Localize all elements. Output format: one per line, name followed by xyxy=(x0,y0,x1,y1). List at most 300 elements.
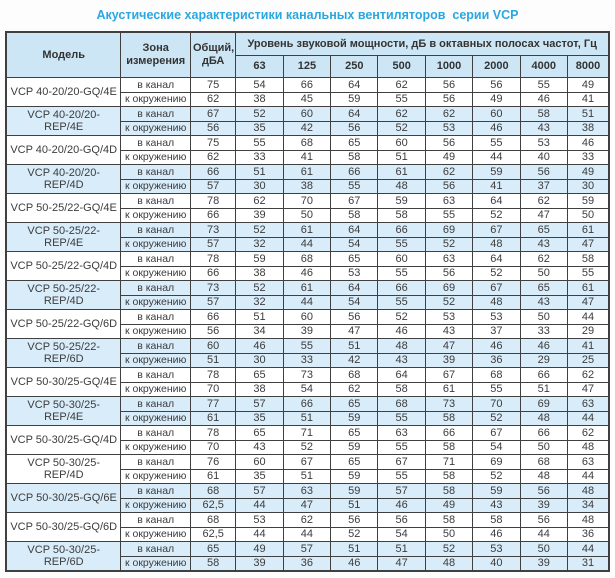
value-cell-4000hz: 50 xyxy=(520,310,567,325)
table-row-duct xyxy=(6,484,609,499)
value-cell-1000hz: 39 xyxy=(425,353,472,368)
value-cell-1000hz: 56 xyxy=(425,78,472,93)
value-cell-500hz: 63 xyxy=(378,426,425,441)
model-cell: VCP 40-20/20-REP/4D xyxy=(6,165,121,194)
value-cell-1000hz: 56 xyxy=(425,266,472,281)
value-cell-125hz: 62 xyxy=(283,513,330,528)
total-dba-cell: 62 xyxy=(190,150,235,165)
value-cell-4000hz: 56 xyxy=(520,484,567,499)
value-cell-2000hz: 46 xyxy=(473,121,520,136)
value-cell-2000hz: 40 xyxy=(473,556,520,571)
zone-cell: в канал xyxy=(121,165,191,180)
value-cell-8000hz: 41 xyxy=(567,339,609,354)
column-header-model: Модель xyxy=(6,32,121,78)
total-dba-cell: 73 xyxy=(190,281,235,296)
column-header-total-dba: Общий, дБА xyxy=(190,32,235,78)
value-cell-250hz: 64 xyxy=(331,281,378,296)
value-cell-4000hz: 29 xyxy=(520,353,567,368)
table-header xyxy=(6,32,609,78)
zone-cell: к окружению xyxy=(121,150,191,165)
model-cell: VCP 50-25/22-REP/6D xyxy=(6,339,121,368)
model-cell: VCP 50-25/22-REP/4E xyxy=(6,223,121,252)
value-cell-250hz: 58 xyxy=(331,208,378,223)
value-cell-4000hz: 43 xyxy=(520,295,567,310)
value-cell-2000hz: 55 xyxy=(473,136,520,151)
value-cell-500hz: 55 xyxy=(378,266,425,281)
total-dba-cell: 78 xyxy=(190,368,235,383)
value-cell-4000hz: 68 xyxy=(520,455,567,470)
zone-cell: в канал xyxy=(121,339,191,354)
total-dba-cell: 66 xyxy=(190,165,235,180)
value-cell-2000hz: 53 xyxy=(473,542,520,557)
value-cell-125hz: 70 xyxy=(283,194,330,209)
value-cell-1000hz: 55 xyxy=(425,208,472,223)
zone-cell: к окружению xyxy=(121,295,191,310)
total-dba-cell: 62 xyxy=(190,92,235,107)
value-cell-8000hz: 48 xyxy=(567,513,609,528)
page-title: Акустические характеристики канальных вентиляторов серии VCP xyxy=(96,8,519,22)
value-cell-2000hz: 60 xyxy=(473,107,520,122)
total-dba-cell: 57 xyxy=(190,237,235,252)
value-cell-4000hz: 56 xyxy=(520,165,567,180)
zone-cell: к окружению xyxy=(121,92,191,107)
value-cell-125hz: 68 xyxy=(283,252,330,267)
value-cell-2000hz: 43 xyxy=(473,498,520,513)
value-cell-2000hz: 44 xyxy=(473,150,520,165)
value-cell-2000hz: 49 xyxy=(473,92,520,107)
value-cell-125hz: 68 xyxy=(283,136,330,151)
value-cell-8000hz: 59 xyxy=(567,194,609,209)
value-cell-1000hz: 69 xyxy=(425,281,472,296)
model-cell: VCP 40-20/20-REP/4E xyxy=(6,107,121,136)
total-dba-cell: 66 xyxy=(190,310,235,325)
value-cell-63hz: 65 xyxy=(236,368,283,383)
total-dba-cell: 56 xyxy=(190,324,235,339)
table-row-duct xyxy=(6,165,609,180)
total-dba-cell: 75 xyxy=(190,136,235,151)
table-row-duct xyxy=(6,252,609,267)
model-cell: VCP 40-20/20-GQ/4E xyxy=(6,78,121,107)
value-cell-250hz: 65 xyxy=(331,136,378,151)
total-dba-cell: 58 xyxy=(190,556,235,571)
value-cell-8000hz: 30 xyxy=(567,179,609,194)
total-dba-cell: 60 xyxy=(190,339,235,354)
value-cell-2000hz: 64 xyxy=(473,252,520,267)
value-cell-1000hz: 61 xyxy=(425,382,472,397)
value-cell-2000hz: 59 xyxy=(473,165,520,180)
value-cell-250hz: 56 xyxy=(331,513,378,528)
value-cell-8000hz: 29 xyxy=(567,324,609,339)
value-cell-500hz: 47 xyxy=(378,556,425,571)
value-cell-500hz: 52 xyxy=(378,310,425,325)
value-cell-4000hz: 33 xyxy=(520,324,567,339)
zone-cell: к окружению xyxy=(121,556,191,571)
value-cell-1000hz: 62 xyxy=(425,107,472,122)
zone-cell: к окружению xyxy=(121,498,191,513)
value-cell-250hz: 64 xyxy=(331,107,378,122)
value-cell-2000hz: 48 xyxy=(473,237,520,252)
value-cell-125hz: 41 xyxy=(283,150,330,165)
value-cell-125hz: 42 xyxy=(283,121,330,136)
value-cell-2000hz: 46 xyxy=(473,527,520,542)
value-cell-125hz: 33 xyxy=(283,353,330,368)
table-body xyxy=(6,78,609,572)
total-dba-cell: 78 xyxy=(190,194,235,209)
value-cell-125hz: 61 xyxy=(283,281,330,296)
column-header-freq-8000: 8000 xyxy=(567,56,609,78)
value-cell-8000hz: 47 xyxy=(567,237,609,252)
value-cell-500hz: 64 xyxy=(378,368,425,383)
zone-cell: в канал xyxy=(121,542,191,557)
column-header-zone: Зона измерения xyxy=(121,32,191,78)
value-cell-8000hz: 61 xyxy=(567,281,609,296)
value-cell-4000hz: 62 xyxy=(520,194,567,209)
value-cell-4000hz: 46 xyxy=(520,92,567,107)
value-cell-125hz: 50 xyxy=(283,208,330,223)
value-cell-63hz: 44 xyxy=(236,498,283,513)
value-cell-2000hz: 52 xyxy=(473,411,520,426)
value-cell-8000hz: 25 xyxy=(567,353,609,368)
model-cell: VCP 50-25/22-GQ/6D xyxy=(6,310,121,339)
value-cell-4000hz: 66 xyxy=(520,368,567,383)
table-row-duct xyxy=(6,426,609,441)
value-cell-2000hz: 67 xyxy=(473,426,520,441)
value-cell-4000hz: 56 xyxy=(520,513,567,528)
value-cell-500hz: 55 xyxy=(378,440,425,455)
value-cell-1000hz: 58 xyxy=(425,440,472,455)
value-cell-1000hz: 43 xyxy=(425,324,472,339)
value-cell-4000hz: 40 xyxy=(520,150,567,165)
value-cell-250hz: 66 xyxy=(331,165,378,180)
value-cell-125hz: 71 xyxy=(283,426,330,441)
value-cell-8000hz: 50 xyxy=(567,208,609,223)
value-cell-1000hz: 53 xyxy=(425,310,472,325)
value-cell-8000hz: 62 xyxy=(567,368,609,383)
value-cell-125hz: 66 xyxy=(283,78,330,93)
value-cell-63hz: 65 xyxy=(236,426,283,441)
value-cell-8000hz: 46 xyxy=(567,136,609,151)
value-cell-2000hz: 52 xyxy=(473,266,520,281)
value-cell-63hz: 34 xyxy=(236,324,283,339)
value-cell-500hz: 51 xyxy=(378,150,425,165)
value-cell-250hz: 55 xyxy=(331,179,378,194)
total-dba-cell: 62,5 xyxy=(190,498,235,513)
value-cell-500hz: 52 xyxy=(378,121,425,136)
total-dba-cell: 57 xyxy=(190,179,235,194)
value-cell-2000hz: 70 xyxy=(473,397,520,412)
value-cell-4000hz: 46 xyxy=(520,339,567,354)
value-cell-250hz: 52 xyxy=(331,527,378,542)
value-cell-8000hz: 44 xyxy=(567,469,609,484)
zone-cell: к окружению xyxy=(121,121,191,136)
total-dba-cell: 61 xyxy=(190,469,235,484)
value-cell-250hz: 58 xyxy=(331,150,378,165)
value-cell-1000hz: 47 xyxy=(425,339,472,354)
value-cell-500hz: 66 xyxy=(378,281,425,296)
value-cell-1000hz: 62 xyxy=(425,165,472,180)
value-cell-4000hz: 39 xyxy=(520,556,567,571)
value-cell-63hz: 30 xyxy=(236,179,283,194)
value-cell-250hz: 47 xyxy=(331,324,378,339)
zone-cell: в канал xyxy=(121,455,191,470)
value-cell-4000hz: 39 xyxy=(520,498,567,513)
value-cell-63hz: 38 xyxy=(236,92,283,107)
total-dba-cell: 77 xyxy=(190,397,235,412)
total-dba-cell: 51 xyxy=(190,353,235,368)
value-cell-63hz: 60 xyxy=(236,455,283,470)
value-cell-63hz: 35 xyxy=(236,411,283,426)
total-dba-cell: 70 xyxy=(190,440,235,455)
value-cell-125hz: 66 xyxy=(283,397,330,412)
value-cell-125hz: 57 xyxy=(283,542,330,557)
value-cell-8000hz: 33 xyxy=(567,150,609,165)
value-cell-8000hz: 48 xyxy=(567,440,609,455)
column-header-freq-2000: 2000 xyxy=(473,56,520,78)
value-cell-2000hz: 68 xyxy=(473,368,520,383)
value-cell-125hz: 44 xyxy=(283,527,330,542)
value-cell-500hz: 61 xyxy=(378,165,425,180)
column-header-freq-125: 125 xyxy=(283,56,330,78)
value-cell-500hz: 55 xyxy=(378,92,425,107)
value-cell-2000hz: 36 xyxy=(473,353,520,368)
value-cell-500hz: 62 xyxy=(378,107,425,122)
value-cell-4000hz: 55 xyxy=(520,78,567,93)
value-cell-125hz: 36 xyxy=(283,556,330,571)
value-cell-4000hz: 51 xyxy=(520,382,567,397)
model-cell: VCP 50-30/25-GQ/4D xyxy=(6,426,121,455)
total-dba-cell: 70 xyxy=(190,382,235,397)
value-cell-63hz: 55 xyxy=(236,136,283,151)
value-cell-1000hz: 56 xyxy=(425,92,472,107)
value-cell-8000hz: 49 xyxy=(567,165,609,180)
total-dba-cell: 57 xyxy=(190,295,235,310)
table-row-duct xyxy=(6,281,609,296)
value-cell-1000hz: 69 xyxy=(425,223,472,238)
value-cell-250hz: 56 xyxy=(331,310,378,325)
value-cell-63hz: 52 xyxy=(236,281,283,296)
value-cell-250hz: 59 xyxy=(331,469,378,484)
value-cell-125hz: 61 xyxy=(283,223,330,238)
value-cell-4000hz: 62 xyxy=(520,252,567,267)
model-cell: VCP 50-25/22-GQ/4D xyxy=(6,252,121,281)
value-cell-2000hz: 67 xyxy=(473,281,520,296)
column-header-freq-63: 63 xyxy=(236,56,283,78)
value-cell-500hz: 48 xyxy=(378,179,425,194)
zone-cell: к окружению xyxy=(121,382,191,397)
model-cell: VCP 50-25/22-GQ/4E xyxy=(6,194,121,223)
value-cell-500hz: 58 xyxy=(378,382,425,397)
zone-cell: к окружению xyxy=(121,266,191,281)
table-row-duct xyxy=(6,223,609,238)
model-cell: VCP 50-30/25-GQ/4E xyxy=(6,368,121,397)
value-cell-500hz: 48 xyxy=(378,339,425,354)
value-cell-250hz: 59 xyxy=(331,92,378,107)
value-cell-250hz: 59 xyxy=(331,440,378,455)
value-cell-1000hz: 50 xyxy=(425,527,472,542)
model-cell: VCP 50-30/25-REP/4E xyxy=(6,397,121,426)
zone-cell: в канал xyxy=(121,484,191,499)
value-cell-4000hz: 65 xyxy=(520,281,567,296)
value-cell-63hz: 53 xyxy=(236,513,283,528)
total-dba-cell: 66 xyxy=(190,266,235,281)
column-header-sound-power-level: Уровень звуковой мощности, дБ в октавных полосах частот, Гц xyxy=(236,32,609,56)
model-cell: VCP 50-30/25-GQ/6E xyxy=(6,484,121,513)
value-cell-4000hz: 53 xyxy=(520,136,567,151)
value-cell-8000hz: 62 xyxy=(567,426,609,441)
model-cell: VCP 50-30/25-REP/4D xyxy=(6,455,121,484)
value-cell-500hz: 46 xyxy=(378,324,425,339)
zone-cell: в канал xyxy=(121,426,191,441)
value-cell-8000hz: 49 xyxy=(567,78,609,93)
value-cell-2000hz: 41 xyxy=(473,179,520,194)
value-cell-500hz: 54 xyxy=(378,527,425,542)
table-row-duct xyxy=(6,339,609,354)
value-cell-250hz: 65 xyxy=(331,426,378,441)
value-cell-1000hz: 49 xyxy=(425,498,472,513)
value-cell-4000hz: 37 xyxy=(520,179,567,194)
value-cell-4000hz: 69 xyxy=(520,397,567,412)
value-cell-1000hz: 63 xyxy=(425,194,472,209)
zone-cell: в канал xyxy=(121,368,191,383)
value-cell-8000hz: 61 xyxy=(567,223,609,238)
value-cell-2000hz: 56 xyxy=(473,78,520,93)
value-cell-250hz: 65 xyxy=(331,455,378,470)
value-cell-4000hz: 66 xyxy=(520,426,567,441)
model-cell: VCP 50-30/25-GQ/6D xyxy=(6,513,121,542)
value-cell-4000hz: 65 xyxy=(520,223,567,238)
value-cell-1000hz: 66 xyxy=(425,426,472,441)
column-header-freq-250: 250 xyxy=(331,56,378,78)
value-cell-1000hz: 53 xyxy=(425,121,472,136)
model-cell: VCP 50-25/22-REP/4D xyxy=(6,281,121,310)
value-cell-250hz: 62 xyxy=(331,382,378,397)
value-cell-63hz: 52 xyxy=(236,107,283,122)
value-cell-4000hz: 50 xyxy=(520,542,567,557)
value-cell-8000hz: 58 xyxy=(567,252,609,267)
value-cell-63hz: 51 xyxy=(236,310,283,325)
value-cell-500hz: 55 xyxy=(378,295,425,310)
value-cell-125hz: 51 xyxy=(283,411,330,426)
acoustic-characteristics-table xyxy=(5,31,610,572)
value-cell-63hz: 33 xyxy=(236,150,283,165)
column-header-freq-500: 500 xyxy=(378,56,425,78)
zone-cell: к окружению xyxy=(121,411,191,426)
zone-cell: в канал xyxy=(121,397,191,412)
zone-cell: к окружению xyxy=(121,324,191,339)
value-cell-1000hz: 71 xyxy=(425,455,472,470)
value-cell-63hz: 32 xyxy=(236,295,283,310)
total-dba-cell: 78 xyxy=(190,426,235,441)
zone-cell: в канал xyxy=(121,513,191,528)
value-cell-8000hz: 51 xyxy=(567,107,609,122)
value-cell-250hz: 67 xyxy=(331,194,378,209)
total-dba-cell: 62,5 xyxy=(190,527,235,542)
value-cell-1000hz: 48 xyxy=(425,556,472,571)
value-cell-250hz: 59 xyxy=(331,411,378,426)
value-cell-250hz: 59 xyxy=(331,484,378,499)
value-cell-1000hz: 58 xyxy=(425,484,472,499)
table-row-duct xyxy=(6,542,609,557)
value-cell-125hz: 45 xyxy=(283,92,330,107)
value-cell-250hz: 65 xyxy=(331,252,378,267)
value-cell-63hz: 57 xyxy=(236,484,283,499)
model-cell: VCP 50-30/25-REP/6D xyxy=(6,542,121,572)
value-cell-4000hz: 48 xyxy=(520,469,567,484)
value-cell-500hz: 68 xyxy=(378,397,425,412)
zone-cell: в канал xyxy=(121,281,191,296)
value-cell-63hz: 44 xyxy=(236,527,283,542)
total-dba-cell: 73 xyxy=(190,223,235,238)
value-cell-2000hz: 55 xyxy=(473,382,520,397)
value-cell-4000hz: 48 xyxy=(520,411,567,426)
value-cell-125hz: 55 xyxy=(283,339,330,354)
value-cell-2000hz: 37 xyxy=(473,324,520,339)
value-cell-500hz: 56 xyxy=(378,513,425,528)
value-cell-2000hz: 64 xyxy=(473,194,520,209)
total-dba-cell: 65 xyxy=(190,542,235,557)
zone-cell: в канал xyxy=(121,252,191,267)
value-cell-250hz: 68 xyxy=(331,368,378,383)
value-cell-4000hz: 47 xyxy=(520,208,567,223)
value-cell-125hz: 39 xyxy=(283,324,330,339)
value-cell-125hz: 44 xyxy=(283,295,330,310)
total-dba-cell: 76 xyxy=(190,455,235,470)
value-cell-8000hz: 44 xyxy=(567,411,609,426)
value-cell-63hz: 57 xyxy=(236,397,283,412)
value-cell-1000hz: 52 xyxy=(425,295,472,310)
table-row-duct xyxy=(6,368,609,383)
value-cell-250hz: 56 xyxy=(331,121,378,136)
value-cell-500hz: 59 xyxy=(378,194,425,209)
value-cell-250hz: 46 xyxy=(331,556,378,571)
value-cell-125hz: 47 xyxy=(283,498,330,513)
total-dba-cell: 61 xyxy=(190,411,235,426)
value-cell-1000hz: 58 xyxy=(425,513,472,528)
value-cell-8000hz: 34 xyxy=(567,498,609,513)
value-cell-125hz: 60 xyxy=(283,107,330,122)
value-cell-125hz: 46 xyxy=(283,266,330,281)
value-cell-2000hz: 52 xyxy=(473,208,520,223)
value-cell-63hz: 39 xyxy=(236,208,283,223)
value-cell-4000hz: 50 xyxy=(520,440,567,455)
table-row-duct xyxy=(6,78,609,93)
value-cell-8000hz: 55 xyxy=(567,266,609,281)
value-cell-8000hz: 38 xyxy=(567,121,609,136)
value-cell-4000hz: 43 xyxy=(520,237,567,252)
value-cell-1000hz: 52 xyxy=(425,237,472,252)
value-cell-1000hz: 63 xyxy=(425,252,472,267)
table-row-duct xyxy=(6,310,609,325)
value-cell-63hz: 30 xyxy=(236,353,283,368)
value-cell-500hz: 66 xyxy=(378,223,425,238)
zone-cell: к окружению xyxy=(121,527,191,542)
value-cell-8000hz: 47 xyxy=(567,295,609,310)
total-dba-cell: 68 xyxy=(190,484,235,499)
value-cell-8000hz: 63 xyxy=(567,397,609,412)
zone-cell: к окружению xyxy=(121,179,191,194)
value-cell-2000hz: 59 xyxy=(473,484,520,499)
value-cell-2000hz: 54 xyxy=(473,440,520,455)
table-row-duct xyxy=(6,194,609,209)
value-cell-250hz: 54 xyxy=(331,237,378,252)
value-cell-500hz: 58 xyxy=(378,208,425,223)
value-cell-63hz: 52 xyxy=(236,223,283,238)
value-cell-500hz: 60 xyxy=(378,136,425,151)
table-row-duct xyxy=(6,513,609,528)
value-cell-2000hz: 67 xyxy=(473,223,520,238)
value-cell-63hz: 35 xyxy=(236,469,283,484)
value-cell-500hz: 55 xyxy=(378,411,425,426)
